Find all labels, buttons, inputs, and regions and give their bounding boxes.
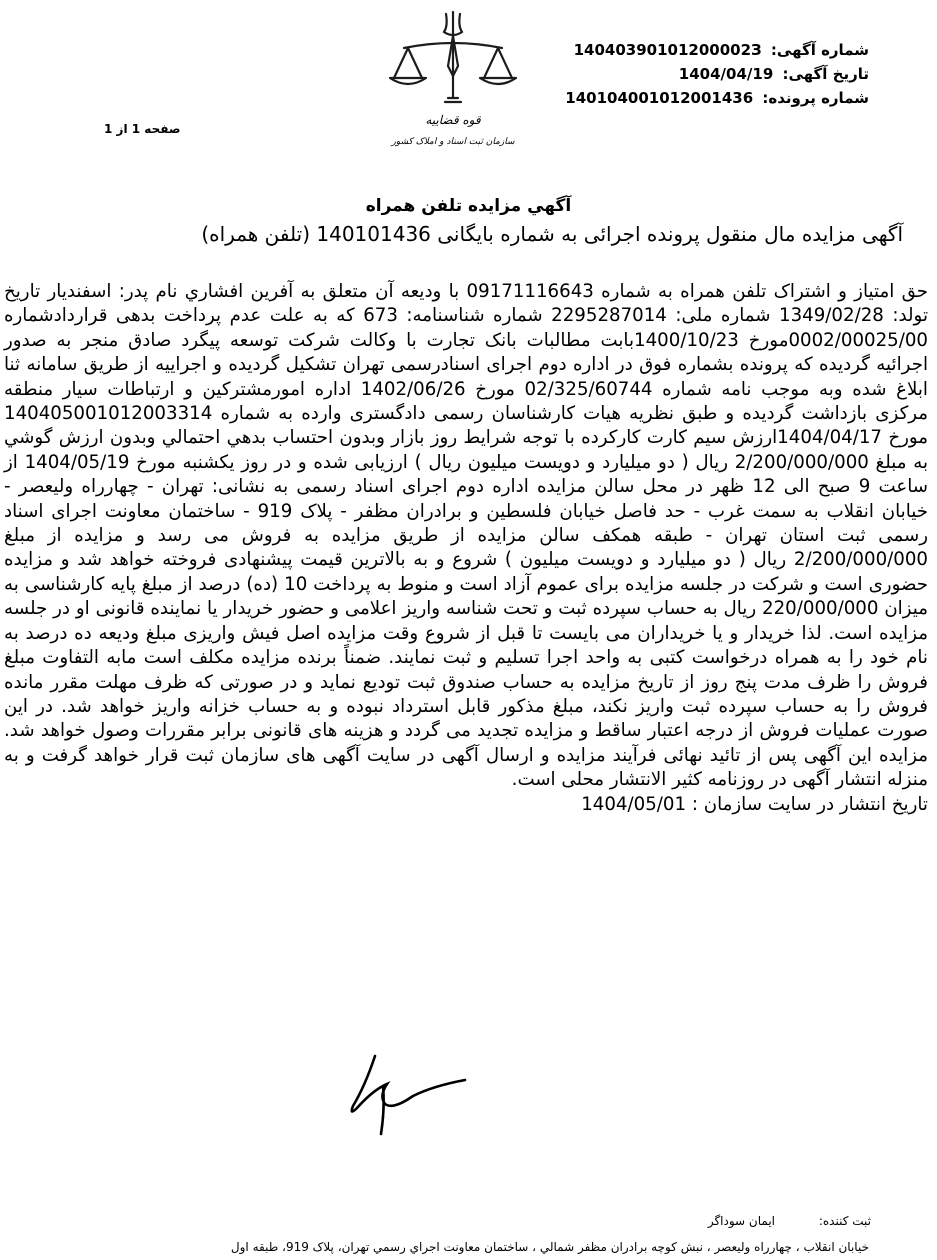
notice-date: 1404/04/19 [678,65,774,83]
signature-icon [335,1046,475,1138]
notice-subtitle: آگهی مزایده مال منقول پرونده اجرائی به شماره بایگانی 140101436 (تلفن همراه) [201,222,903,246]
emblem-caption-1: قوه قضاییه [425,113,481,127]
registrar-name: ایمان سوداگر [707,1214,776,1228]
registrar-label: ثبت کننده: [818,1214,871,1228]
emblem-caption-2: سازمان ثبت اسناد و املاک کشور [391,137,515,147]
notice-meta [549,38,869,110]
file-number-row [549,86,869,110]
notice-date-label: تاریخ آگهی: [782,65,869,83]
notice-body [4,280,928,817]
notice-number: 14040390101200002З [573,41,762,59]
file-number: 140104001012001436 [565,89,754,107]
file-number-label: شماره پرونده: [762,89,869,107]
notice-date-row [549,62,869,86]
notice-title: آگهي مزايده تلفن همراه [365,196,572,216]
notice-number-row [549,38,869,62]
publish-date-line: تاریخ انتشار در سایت سازمان : 1404/05/01 [581,793,928,815]
page-indicator: صفحه 1 از 1 [104,122,181,136]
notice-number-label: شماره آگهی: [770,41,869,59]
judiciary-emblem-icon [378,6,528,156]
registrar-line [708,1214,871,1228]
footer-address: خیابان انقلاب ، چهارراه ولیعصر ، نبش کوچه برادران مظفر شمالي ، ساختمان معاونت اجراي رسمي تهران، پلاک 919، طبقه اول [230,1240,869,1254]
notice-body-text: حق امتياز و اشتراک تلفن همراه به شماره 09171116643 با ودیعه آن متعلق به آفرین افشاري نام پدر: اسفنديار تاريخ تولد: 1349/02/28 شماره ملی: 2295287014 شماره شناسنامه: 673 که به علت عدم پرداخت بدهی قراردادشماره 0002/00025/00مورخ 1400/10/23بابت مطالبات بانک تجارت با وکالت شرکت توسعه پیگرد صادق منجر به صدور اجرائیه گردیده که پرونده بشماره فوق در اداره دوم اجرای اسنادرسمی تهران تشکیل گردیده و اجراییه از طریق سامانه ثنا ابلاغ شده وبه موجب نامه شماره 02/325/60744 مورخ 1402/06/26 اداره امورمشترکین و ارتباطات سیار منطقه مرکزی بازداشت گردیده و طبق نظریه هیات کارشناسان رسمی دادگستری وارده به شماره 140405001012003314 مورخ 1404/04/17ارزش سیم کارت کارکرده با توجه شرایط روز بازار وبدون احتساب بدهي احتمالي وبدون ارزش گوشي به مبلغ 2/200/000/000 ریال ( دو میلیارد و دویست میلیون ریال ) ارزيابی شده و در روز یکشنبه مورخ 1404/05/19 از ساعت 9 صبح الی 12 ظهر در محل سالن مزایده اداره دوم اجرای اسناد رسمی به نشانی: تهران - چهارراه ولیعصر - خیابان انقلاب به سمت غرب - حد فاصل خیابان فلسطین و برادران مظفر - پلاک 919 - ساختمان معاونت اجرای اسناد رسمی ثبت استان تهران - طبقه همکف سالن مزایده از طریق مزایده به فروش می رسد و مزایده از مبلغ 2/200/000/000 ریال ( دو میلیارد و دویست میلیون ) شروع و به بالاترین قیمت پیشنهادی فروخته خواهد شد و مزایده حضوری است و شرکت در جلسه مزایده برای عموم آزاد است و منوط به پرداخت 10 (ده) درصد از مبلغ پایه کارشناسی به میزان 220/000/000 ریال به حساب سپرده ثبت و تحت شناسه واریز اعلامی و حضور خریدار یا نماینده قانونی او در جلسه مزایده است. لذا خریدار و یا خریداران می بایست تا قبل از شروع وقت مزایده اصل فیش واریزی مبلغ ودیعه ده درصد به نام خود را به همراه درخواست کتبی به واحد اجرا تسلیم و ثبت نمایند. ضمناً برنده مزایده مکلف است مابه التفاوت مبلغ فروش را ظرف مدت پنج روز از تاریخ مزایده به حساب صندوق ثبت تودیع نماید و در صورتی که ظرف مهلت مقرر مانده فروش را به حساب سپرده ثبت واریز نکند، مبلغ مذکور قابل استرداد نبوده و به حساب خزانه واریز خواهد شد. در این صورت عملیات فروش از درجه اعتبار ساقط و مزایده تجدید می گردد و هزینه های قانونی برابر مقررات وصول خواهد شد. مزایده این آگهی پس از تائید نهائی فرآیند مزایده و ارسال آگهی در سایت آگهی های سازمان ثبت قرار خواهد گرفت و به منزله انتشار آگهی در روزنامه کثیر الانتشار محلی است. [4,281,929,791]
